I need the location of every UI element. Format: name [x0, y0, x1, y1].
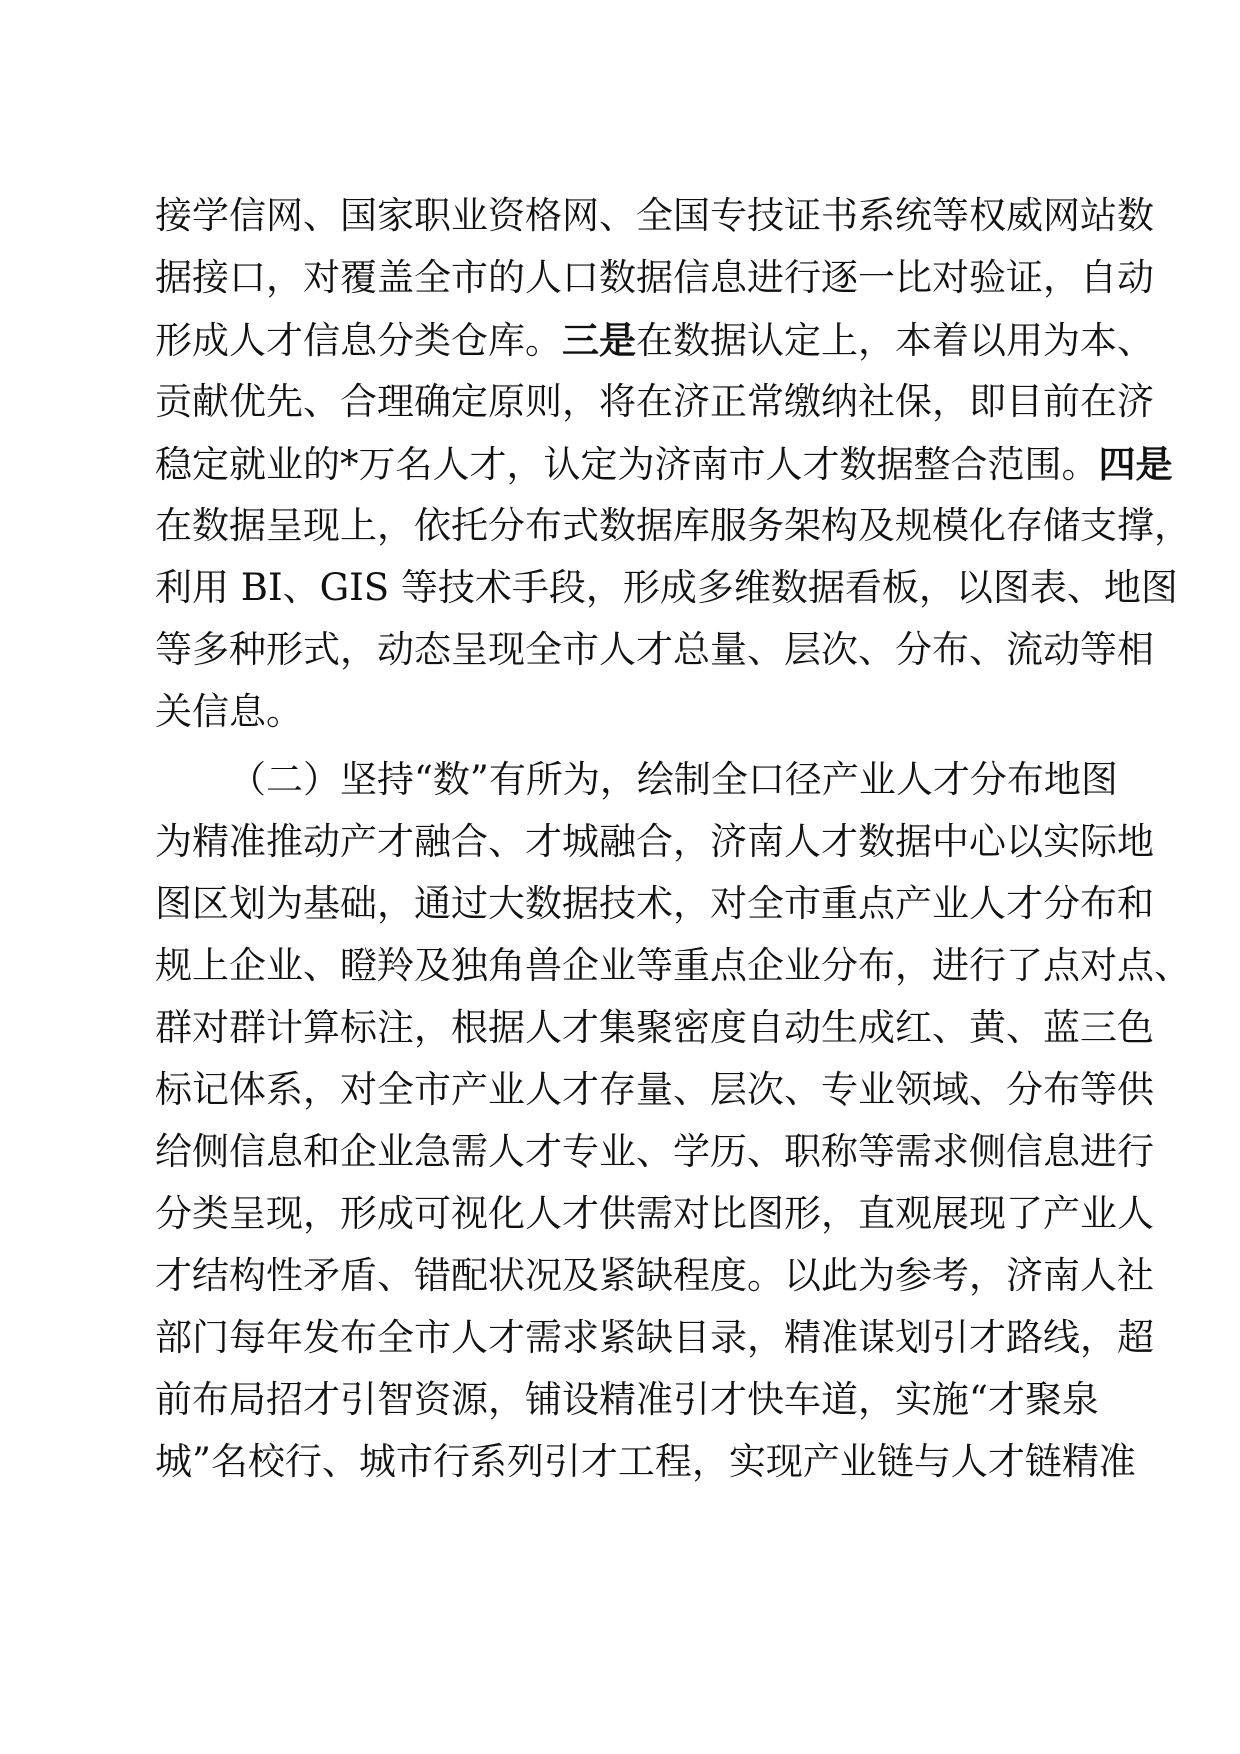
paragraph-line: 前布局招才引智资源，铺设精准引才快车道，实施“才聚泉: [155, 1378, 1099, 1421]
paragraph-line: 部门每年发布全市人才需求紧缺目录，精准谋划引才路线，超: [155, 1316, 1154, 1359]
text-run: 在数据认定上，本着以用为本、: [636, 319, 1154, 362]
text-run: 稳定就业的*万名人才，认定为济南市人才数据整合范围。: [155, 443, 1099, 486]
paragraph-line: 群对群计算标注，根据人才集聚密度自动生成红、黄、蓝三色: [155, 1006, 1154, 1049]
paragraph-line: 利用 BI、GIS 等技术手段，形成多维数据看板，以图表、地图: [155, 566, 1178, 609]
paragraph-line: 标记体系，对全市产业人才存量、层次、专业领域、分布等供: [155, 1068, 1154, 1111]
paragraph-line: 接学信网、国家职业资格网、全国专技证书系统等权威网站数: [155, 194, 1154, 237]
paragraph-line: 为精准推动产才融合、才城融合，济南人才数据中心以实际地: [155, 820, 1154, 863]
paragraph-line: 才结构性矛盾、错配状况及紧缺程度。以此为参考，济南人社: [155, 1254, 1154, 1297]
section-heading: （二）坚持“数”有所为，绘制全口径产业人才分布地图: [229, 758, 1118, 801]
bold-marker-four: 四是: [1098, 442, 1173, 486]
paragraph-line: 在数据呈现上，依托分布式数据库服务架构及规模化存储支撑，: [155, 504, 1191, 547]
paragraph-line: [155, 309, 1154, 371]
paragraph-line: 关信息。: [155, 690, 303, 733]
paragraph-line: 图区划为基础，通过大数据技术，对全市重点产业人才分布和: [155, 882, 1154, 925]
bold-marker-three: 三是: [562, 318, 636, 362]
paragraph-line: 城”名校行、城市行系列引才工程，实现产业链与人才链精准: [155, 1440, 1136, 1483]
paragraph-line: 贡献优先、合理确定原则，将在济正常缴纳社保，即目前在济: [155, 380, 1154, 423]
paragraph-line: 规上企业、瞪羚及独角兽企业等重点企业分布，进行了点对点、: [155, 944, 1191, 987]
paragraph-line: [155, 433, 1173, 495]
document-body: [155, 185, 1191, 1493]
paragraph-line: 据接口，对覆盖全市的人口数据信息进行逐一比对验证，自动: [155, 256, 1154, 299]
paragraph-line: 等多种形式，动态呈现全市人才总量、层次、分布、流动等相: [155, 628, 1154, 671]
text-run: 形成人才信息分类仓库。: [155, 319, 562, 362]
paragraph-line: 给侧信息和企业急需人才专业、学历、职称等需求侧信息进行: [155, 1130, 1154, 1173]
paragraph-line: 分类呈现，形成可视化人才供需对比图形，直观展现了产业人: [155, 1192, 1154, 1235]
